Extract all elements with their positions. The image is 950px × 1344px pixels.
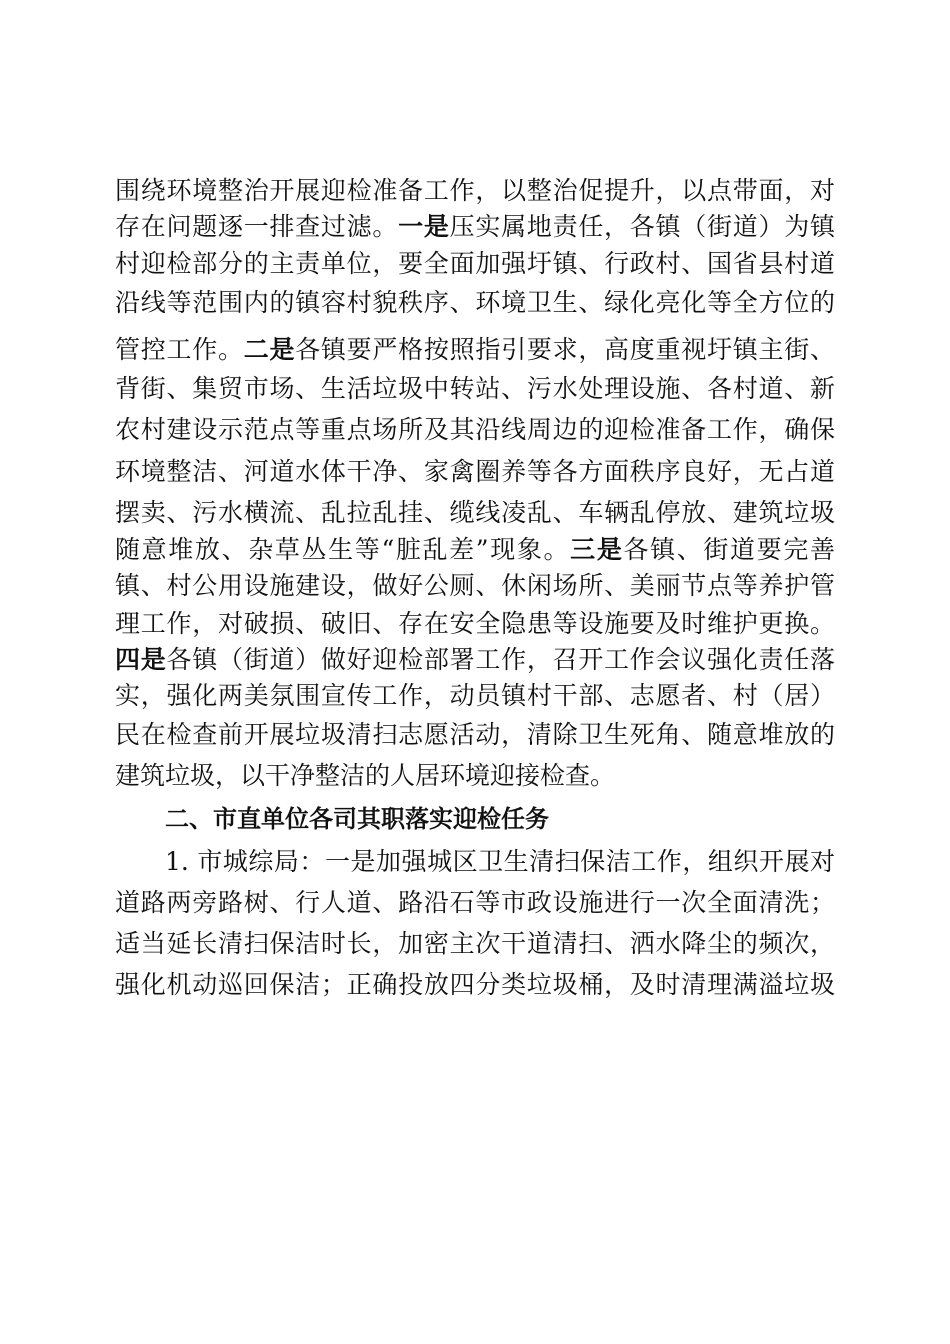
paragraph-line: 适当延长清扫保洁时长，加密主次干道清扫、洒水降尘的频次， bbox=[115, 929, 835, 958]
paragraph-line: 实，强化两美氛围宣传工作，动员镇村干部、志愿者、村（居） bbox=[115, 681, 835, 710]
paragraph-line: 理工作，对破损、破旧、存在安全隐患等设施要及时维护更换。 bbox=[115, 609, 835, 638]
paragraph-line: 村迎检部分的主责单位，要全面加强圩镇、行政村、国省县村道 bbox=[115, 249, 835, 278]
paragraph-line: 背街、集贸市场、生活垃圾中转站、污水处理设施、各村道、新 bbox=[115, 374, 835, 403]
paragraph-line: 镇、村公用设施建设，做好公厕、休闲场所、美丽节点等养护管 bbox=[115, 571, 835, 600]
paragraph-line: 四是各镇（街道）做好迎检部署工作，召开工作会议强化责任落 bbox=[115, 645, 835, 674]
paragraph-line: 强化机动巡回保洁；正确投放四分类垃圾桶，及时清理满溢垃圾 bbox=[115, 970, 835, 999]
paragraph-line: 摆卖、污水横流、乱拉乱挂、缆线凌乱、车辆乱停放、建筑垃圾 bbox=[115, 498, 835, 527]
paragraph-line: 随意堆放、杂草丛生等“脏乱差”现象。三是各镇、街道要完善 bbox=[115, 535, 835, 564]
emphasis-marker: 三是 bbox=[570, 535, 624, 564]
paragraph-line: 沿线等范围内的镇容村貌秩序、环境卫生、绿化亮化等全方位的 bbox=[115, 288, 835, 317]
paragraph-line: 存在问题逐一排查过滤。一是压实属地责任，各镇（街道）为镇 bbox=[115, 212, 835, 241]
paragraph-line: 道路两旁路树、行人道、路沿石等市政设施进行一次全面清洗； bbox=[115, 888, 835, 917]
emphasis-marker: 四是 bbox=[115, 645, 167, 674]
paragraph-line: 管控工作。二是各镇要严格按照指引要求，高度重视圩镇主街、 bbox=[115, 335, 835, 364]
emphasis-marker: 二是 bbox=[243, 335, 296, 364]
paragraph-line: 围绕环境整治开展迎检准备工作，以整治促提升，以点带面，对 bbox=[115, 176, 835, 205]
emphasis-marker: 一是 bbox=[398, 212, 450, 241]
paragraph-line: 环境整洁、河道水体干净、家禽圈养等各方面秩序良好，无占道 bbox=[115, 457, 835, 486]
paragraph-line: 农村建设示范点等重点场所及其沿线周边的迎检准备工作，确保 bbox=[115, 415, 835, 444]
paragraph-line: 1. 市城综局：一是加强城区卫生清扫保洁工作，组织开展对 bbox=[165, 847, 835, 876]
paragraph-line: 建筑垃圾，以干净整洁的人居环境迎接检查。 bbox=[115, 761, 616, 790]
section-heading: 二、市直单位各司其职落实迎检任务 bbox=[165, 805, 549, 833]
paragraph-line: 民在检查前开展垃圾清扫志愿活动，清除卫生死角、随意堆放的 bbox=[115, 720, 835, 749]
